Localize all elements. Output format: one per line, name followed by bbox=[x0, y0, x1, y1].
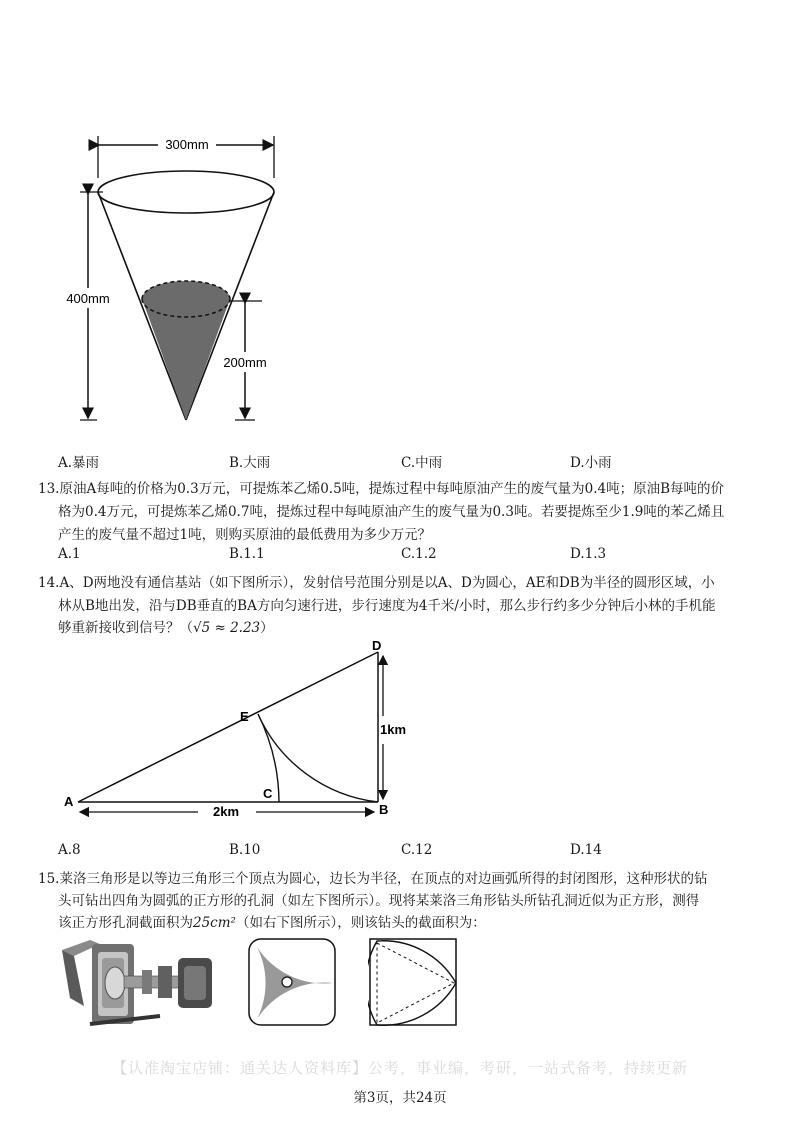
q15-line-3 bbox=[58, 911, 486, 931]
label-d: D bbox=[372, 638, 382, 653]
label-a: A bbox=[64, 794, 74, 809]
height-dim-label: 400mm bbox=[66, 291, 110, 306]
q14-line-1: 14.A、D两地没有通信基站（如下图所示），发射信号范围分别是以A、D为圆心，AE和DB为半径的圆形区域，小 bbox=[38, 575, 715, 591]
reuleaux-square-figure bbox=[368, 937, 460, 1029]
cone-top-ellipse bbox=[98, 171, 274, 213]
q14-line-2: 林从B地出发，沿与DB垂直的BA方向匀速行进，步行速度为4千米/小时，那么步行约多少分钟后小林的手机能 bbox=[58, 598, 716, 614]
cone-figure bbox=[55, 120, 315, 430]
top-dim-label: 300mm bbox=[165, 137, 209, 152]
q12-option-c[interactable]: C.中雨 bbox=[401, 455, 443, 471]
q14-option-a[interactable]: A.8 bbox=[58, 842, 81, 858]
q15-line-3-text: 该正方形孔洞截面积为 bbox=[58, 915, 193, 931]
q13-line-1: 13.原油A每吨的价格为0.3万元，可提炼苯乙烯0.5吨，提炼过程中每吨原油产生的废气量为0.4吨；原油B每吨的价 bbox=[38, 481, 725, 497]
watermark: 【认准淘宝店铺：通关达人资料库】公考，事业编，考研，一站式备考，持续更新 bbox=[111, 1059, 688, 1077]
q13-line-2: 格为0.4万元，可提炼苯乙烯0.7吨，提炼过程中每吨原油产生的废气量为0.3吨。若要提炼至少1.9吨的苯乙烯且 bbox=[58, 504, 725, 520]
q14-option-d[interactable]: D.14 bbox=[570, 842, 602, 858]
q14-option-c[interactable]: C.12 bbox=[401, 842, 433, 858]
label-2km: 2km bbox=[213, 804, 240, 819]
label-1km: 1km bbox=[380, 722, 407, 737]
arc-d-eb bbox=[258, 714, 378, 802]
q12-option-d[interactable]: D.小雨 bbox=[570, 455, 612, 471]
label-c: C bbox=[263, 786, 273, 801]
q13-option-a[interactable]: A.1 bbox=[58, 546, 81, 562]
q13-option-c[interactable]: C.1.2 bbox=[401, 546, 437, 562]
label-b: B bbox=[379, 802, 389, 817]
q14-line-3 bbox=[58, 616, 274, 636]
q15-line-2: 头可钻出四角为圆弧的正方形的孔洞（如左下图所示）。现将某莱洛三角形钻头所钻孔洞近似为正方形，测得 bbox=[58, 893, 700, 909]
q13-line-3: 产生的废气量不超过1吨，则购买原油的最低费用为多少万元？ bbox=[58, 527, 432, 543]
drill-machine-image bbox=[60, 936, 220, 1028]
page-footer: 第3页，共24页 bbox=[353, 1090, 447, 1106]
q13-option-b[interactable]: B.1.1 bbox=[229, 546, 265, 562]
q12-option-b[interactable]: B.大雨 bbox=[229, 455, 271, 471]
q14-line-3-text: 够重新接收到信号？（ bbox=[58, 620, 193, 636]
q15-line-1: 15.莱洛三角形是以等边三角形三个顶点为圆心，边长为半径，在顶点的对边画弧所得的封闭图形，这种形状的钻 bbox=[38, 871, 708, 887]
label-e: E bbox=[240, 709, 249, 724]
reuleaux-hole-figure bbox=[247, 937, 339, 1029]
q13-option-d[interactable]: D.1.3 bbox=[570, 546, 607, 562]
q14-figure bbox=[58, 636, 418, 826]
line-ad bbox=[78, 652, 378, 802]
q14-option-b[interactable]: B.10 bbox=[229, 842, 261, 858]
q12-option-a[interactable]: A.暴雨 bbox=[58, 455, 100, 471]
q15-line-3-rest: （如右下图所示），则该钻头的截面积为： bbox=[235, 915, 486, 931]
q14-close-paren: ） bbox=[260, 620, 274, 636]
water-dim-label: 200mm bbox=[223, 355, 267, 370]
area-value: 25cm² bbox=[193, 915, 236, 931]
sqrt-note: √5 ≈ 2.23 bbox=[193, 620, 261, 636]
